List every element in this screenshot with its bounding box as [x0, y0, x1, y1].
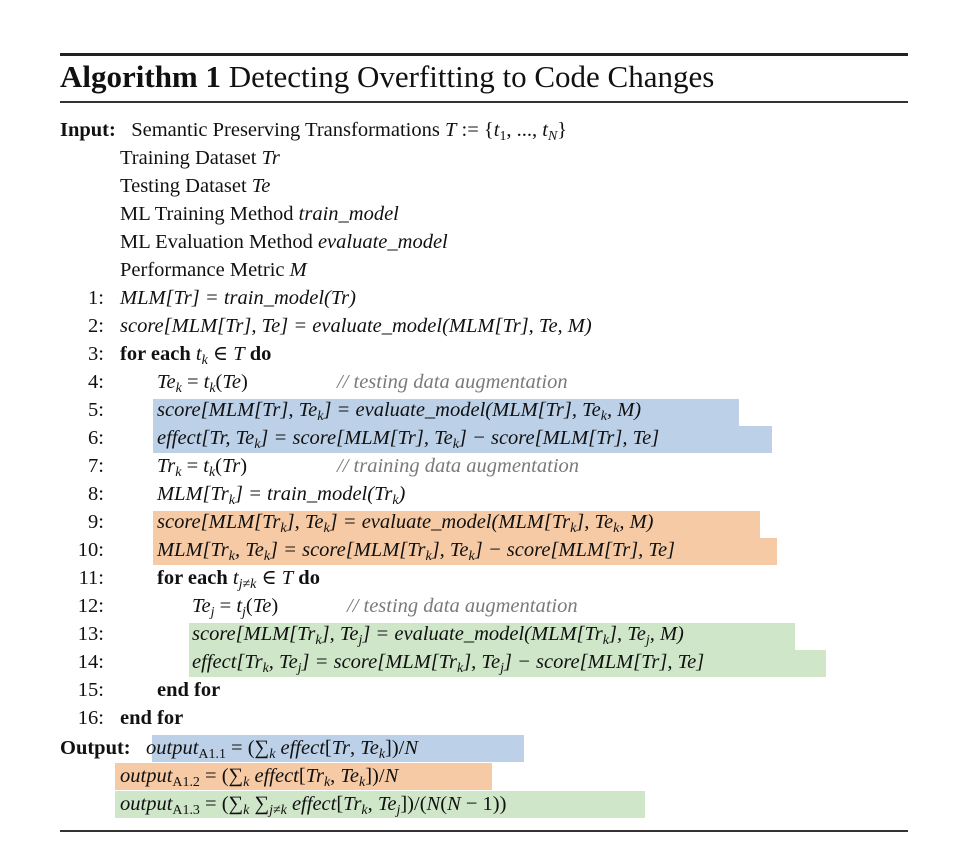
output-line-1: Output: output$_{A1.1}$ = ($\sum_k$ effect[Tr, $Te_k])/N$	[60, 737, 419, 763]
output-line-2: output$_{A1.2}$ = ($\sum_k$ $effect[Tr_k$, $Te_k])/N$	[120, 765, 399, 791]
input-line-3: Testing Dataset Te	[120, 175, 271, 197]
algo-line-1: MLM[Tr] = train_model(Tr)	[120, 287, 356, 309]
line-number: 9:	[88, 511, 104, 533]
input-line-2: Training Dataset Tr	[120, 147, 280, 169]
algo-line-13: $score[MLM[Tr_k]$, $Te_j$] = $evaluate\_model(MLM[Tr_k]$, $Te_j$, M)	[192, 623, 684, 649]
top-rule	[60, 53, 908, 56]
line-number: 5:	[88, 399, 104, 421]
line-number: 12:	[77, 595, 104, 617]
title-rule	[60, 101, 908, 103]
line-number: 1:	[88, 287, 104, 309]
line-number: 3:	[88, 343, 104, 365]
line-number: 15:	[77, 679, 104, 701]
algo-line-15: end for	[157, 679, 221, 701]
algo-line-11: for each $t_{j\ne k}$ ∈ T do	[157, 567, 320, 593]
line-number: 10:	[77, 539, 104, 561]
output-label: Output:	[60, 737, 131, 759]
line-number: 2:	[88, 315, 104, 337]
line-number: 14:	[77, 651, 104, 673]
algo-line-7: $Tr_k = t_k(Tr)$	[157, 455, 248, 481]
output-line-3: output$_{A1.3}$ = ($\sum_k$ $\sum_{j\ne k}$ $effect[Tr_k$, $Te_j])/(N(N - 1))$	[120, 793, 507, 819]
input-line-1: Input: Semantic Preserving Transformations T := {$t_1$, ..., $t_N$}	[60, 119, 568, 145]
algorithm-label: Algorithm 1	[60, 59, 222, 94]
line-number: 8:	[88, 483, 104, 505]
input-label: Input:	[60, 119, 116, 141]
algo-line-8: $MLM[Tr_k]$ = $train\_model(Tr_k)$	[157, 483, 406, 509]
algo-line-9: $score[MLM[Tr_k]$, $Te_k$] = $evaluate\_model(MLM[Tr_k]$, $Te_k$, M)	[157, 511, 654, 537]
algo-line-10: $MLM[Tr_k$, $Te_k$] = $score[MLM[Tr_k]$, $Te_k$] − score[MLM[Tr], Te]	[157, 539, 676, 565]
comment-testing-augmentation-inner: // testing data augmentation	[347, 595, 578, 617]
algo-line-6: effect[Tr, $Te_k$] = score[MLM[Tr], $Te_k$] − score[MLM[Tr], Te]	[157, 427, 660, 453]
input-line-5: ML Evaluation Method evaluate_model	[120, 231, 448, 253]
line-number: 4:	[88, 371, 104, 393]
algo-line-3: for each $t_k$ ∈ T do	[120, 343, 272, 369]
comment-training-augmentation: // training data augmentation	[337, 455, 580, 477]
algo-line-4: $Te_k = t_k(Te)$	[157, 371, 248, 397]
algo-line-12: $Te_j = t_j(Te)$	[192, 595, 279, 621]
line-number: 16:	[77, 707, 104, 729]
line-number: 11:	[78, 567, 104, 589]
input-line-6: Performance Metric M	[120, 259, 307, 281]
line-number: 6:	[88, 427, 104, 449]
input-line-4: ML Training Method train_model	[120, 203, 399, 225]
algo-line-14: $effect[Tr_k$, $Te_j$] = $score[MLM[Tr_k]$, $Te_j$] − score[MLM[Tr], Te]	[192, 651, 705, 677]
bottom-rule	[60, 830, 908, 832]
line-number: 13:	[77, 623, 104, 645]
algorithm-title	[60, 58, 714, 96]
algo-line-16: end for	[120, 707, 184, 729]
line-number: 7:	[88, 455, 104, 477]
algo-line-5: score[MLM[Tr], $Te_k$] = evaluate_model(MLM[Tr], $Te_k$, M)	[157, 399, 642, 425]
algorithm-name: Detecting Overfitting to Code Changes	[228, 59, 715, 94]
algo-line-2: score[MLM[Tr], Te] = evaluate_model(MLM[Tr], Te, M)	[120, 315, 592, 337]
comment-testing-augmentation: // testing data augmentation	[337, 371, 568, 393]
